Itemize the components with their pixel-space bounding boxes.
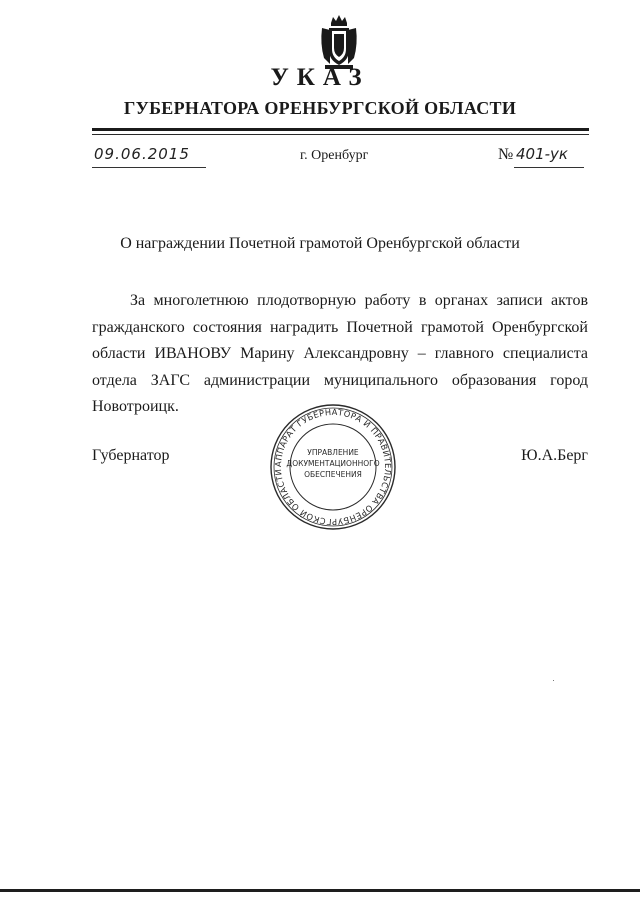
official-stamp [268, 402, 398, 532]
signature-name: Ю.А.Берг [521, 447, 588, 464]
decree-title: УКАЗ [270, 64, 370, 91]
city-label: г. Оренбург [300, 148, 369, 163]
stamp-line-2: ДОКУМЕНТАЦИОННОГО [286, 459, 380, 468]
page-bottom-edge [0, 889, 640, 892]
signature-role: Губернатор [92, 447, 170, 464]
decree-body: За многолетнюю плодотворную работу в органах записи актов гражданского состояния наградить Почетной грамотой Оренбургской области ИВАНОВУ Марину Александровну – главного специалиста отдела ЗАГС администрации муниципального образования город Новотроицк. [92, 292, 588, 415]
handwritten-number: 401-ук [516, 145, 568, 163]
stamp-line-3: ОБЕСПЕЧЕНИЯ [304, 470, 362, 479]
decree-subtitle: ГУБЕРНАТОРА ОРЕНБУРГСКОЙ ОБЛАСТИ [123, 98, 517, 118]
header-rule-thin [92, 134, 589, 135]
decree-subject: О награждении Почетной грамотой Оренбургской области [120, 235, 520, 252]
date-field [92, 147, 206, 168]
header-rule-thick [92, 128, 589, 131]
number-field [514, 147, 584, 168]
stamp-ring-text: АППАРАТ ГУБЕРНАТОРА И ПРАВИТЕЛЬСТВА ОРЕНБУРГСКОЙ ОБЛАСТИ [272, 406, 394, 528]
scan-speck [553, 680, 554, 681]
number-label: № [498, 146, 514, 163]
coat-of-arms-emblem [318, 14, 360, 70]
stamp-line-1: УПРАВЛЕНИЕ [307, 448, 359, 457]
handwritten-date: 09.06.2015 [94, 145, 190, 163]
